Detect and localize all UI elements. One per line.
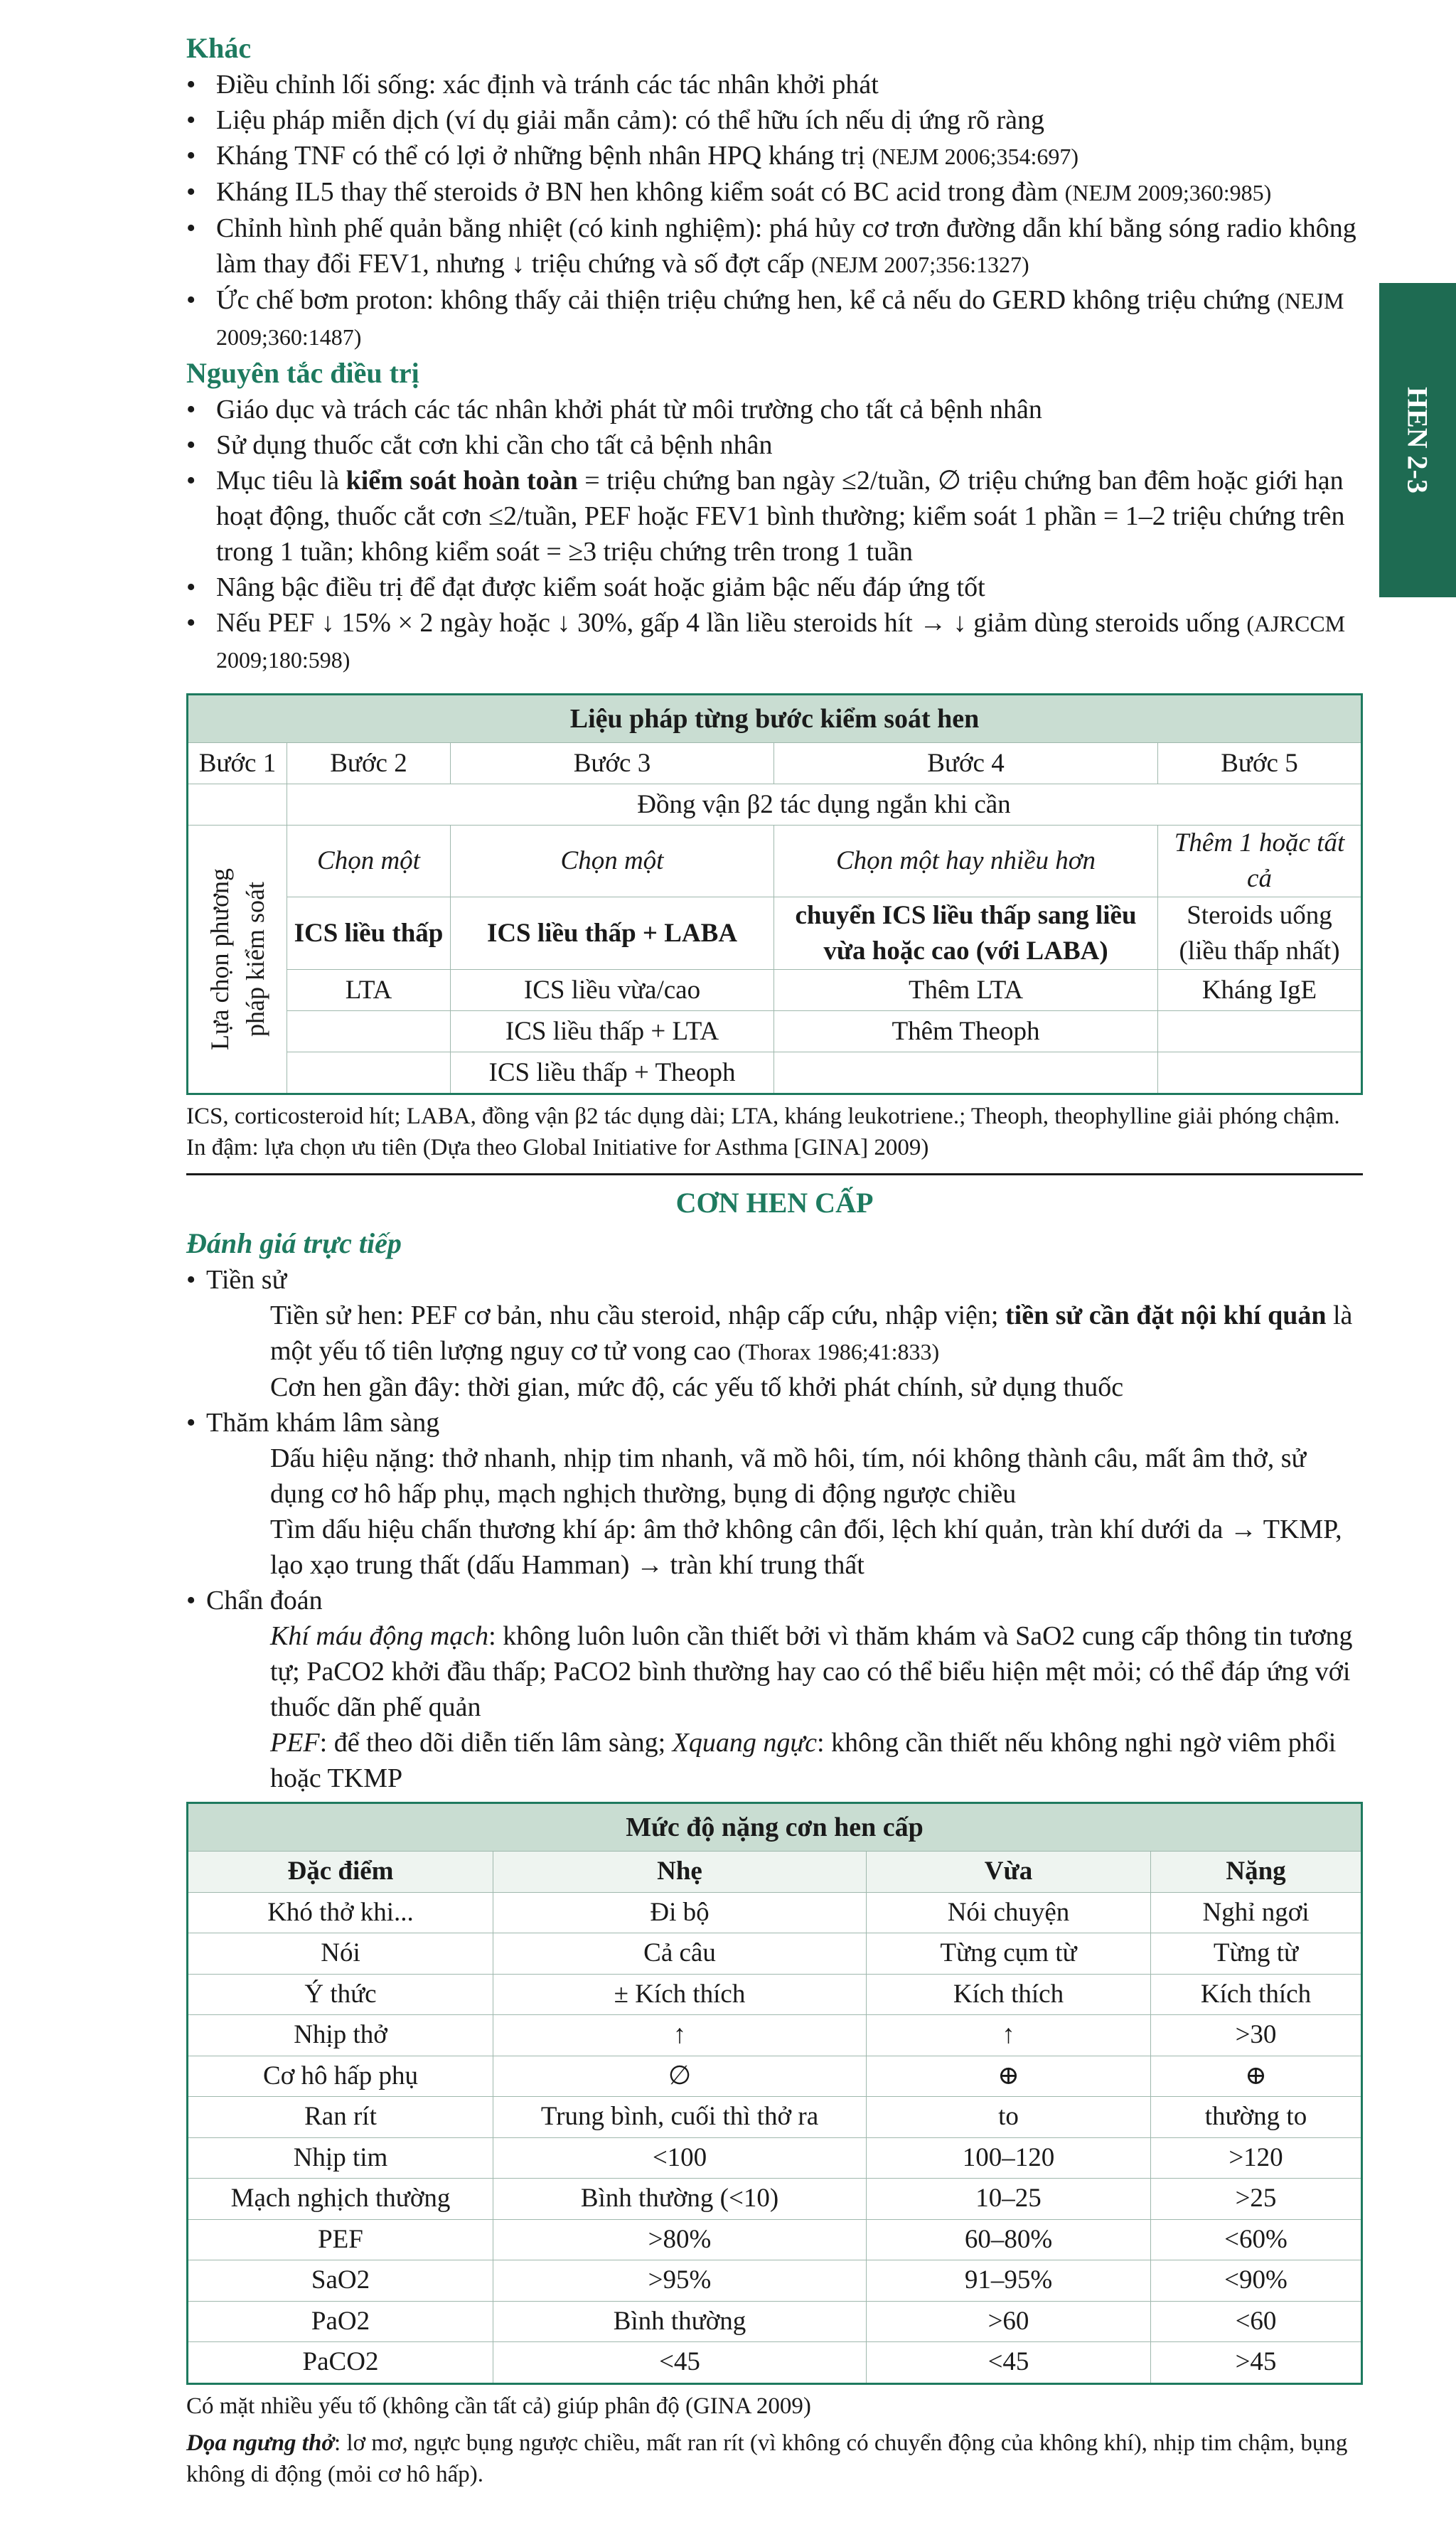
citation: (NEJM 2009;360:1487) xyxy=(216,288,1344,350)
table-cell: <60% xyxy=(1151,2219,1362,2260)
citation: (AJRCCM 2009;180:598) xyxy=(216,611,1346,673)
table-cell: Cả câu xyxy=(493,1933,867,1975)
table-row xyxy=(188,1892,1362,1933)
list-nguyen-tac xyxy=(186,392,1363,678)
list-item: • Mục tiêu là kiểm soát hoàn toàn = triệu chứng ban ngày ≤2/tuần, ∅ triệu chứng ban đêm hoặc giới hạn hoạt động, thuốc cắt cơn ≤2/tuần, PEF hoặc FEV1 bình thường; kiểm soát 1 phần = 1–2 triệu chứng trên trong 1 tuần; không kiểm soát = ≥3 triệu chứng trên trong 1 tuần xyxy=(186,463,1363,570)
table-cell: <100 xyxy=(493,2137,867,2179)
chapter-tab: HEN 2-3 xyxy=(1379,283,1456,597)
list-item: • Liệu pháp miễn dịch (ví dụ giải mẫn cảm): có thể hữu ích nếu dị ứng rõ ràng xyxy=(186,102,1363,138)
paragraph: Cơn hen gần đây: thời gian, mức độ, các yếu tố khởi phát chính, sử dụng thuốc xyxy=(270,1372,1124,1402)
table-row xyxy=(188,2056,1362,2097)
table-cell: Nghỉ ngơi xyxy=(1151,1892,1362,1933)
paragraph: Tìm dấu hiệu chấn thương khí áp: âm thở không cân đối, lệch khí quản, tràn khí dưới da → TKMP, lạo xạo trung thất (dấu Hamman) → tràn khí trung thất xyxy=(270,1515,1342,1580)
table-cell: SaO2 xyxy=(188,2260,493,2302)
list-item: • Giáo dục và trách các tác nhân khởi phát từ môi trường cho tất cả bệnh nhân xyxy=(186,392,1363,427)
divider xyxy=(186,1173,1363,1175)
table-row xyxy=(188,2301,1362,2342)
table-row xyxy=(188,1974,1362,2015)
table-cell: ∅ xyxy=(493,2056,867,2097)
table-row xyxy=(188,1933,1362,1975)
table-cell: Đi bộ xyxy=(493,1892,867,1933)
table-cell: <45 xyxy=(867,2342,1151,2384)
table-cell: Ý thức xyxy=(188,1974,493,2015)
table-body xyxy=(188,1892,1362,2383)
table-title: Liệu pháp từng bước kiểm soát hen xyxy=(188,695,1362,743)
controller-side-label: Lựa chọn phương pháp kiểm soát xyxy=(188,826,287,1094)
table-cell: Ran rít xyxy=(188,2097,493,2138)
table-cell: >95% xyxy=(493,2260,867,2302)
table-row xyxy=(188,2097,1362,2138)
table-cell: 10–25 xyxy=(867,2179,1151,2220)
table-cell: thường to xyxy=(1151,2097,1362,2138)
table-cell: Nhịp thở xyxy=(188,2015,493,2056)
table-cell: ↑ xyxy=(867,2015,1151,2056)
step-header: Bước 2 xyxy=(287,743,451,784)
table-cell: Trung bình, cuối thì thở ra xyxy=(493,2097,867,2138)
table-cell: PaCO2 xyxy=(188,2342,493,2384)
section-title-khac: Khác xyxy=(186,32,252,64)
table-cell: Kích thích xyxy=(867,1974,1151,2015)
table-cell: Nói chuyện xyxy=(867,1892,1151,1933)
step-header: Bước 1 xyxy=(188,743,287,784)
table-cell: ⊕ xyxy=(867,2056,1151,2097)
table-cell: ICS liều thấp xyxy=(287,897,451,970)
column-header: Đặc điểm xyxy=(188,1852,493,1893)
table-row xyxy=(188,2219,1362,2260)
page-content xyxy=(186,30,1363,2490)
paragraph: Dấu hiệu nặng: thở nhanh, nhịp tim nhanh, vã mồ hôi, tím, nói không thành câu, mất âm thở, sử dụng cơ hô hấp phụ, mạch nghịch thường, bụng di động ngược chiều xyxy=(270,1443,1307,1509)
table-note: Dọa ngưng thở: lơ mơ, ngực bụng ngược chiều, mất ran rít (vì không có chuyển động của không khí), nhịp tim chậm, bụng không di động (mỏi cơ hô hấp). xyxy=(186,2430,1348,2487)
section-title-nguyen-tac: Nguyên tắc điều trị xyxy=(186,357,419,389)
table-cell: >30 xyxy=(1151,2015,1362,2056)
column-header: Nhẹ xyxy=(493,1852,867,1893)
table-cell: Thêm LTA xyxy=(774,970,1158,1011)
table-cell: to xyxy=(867,2097,1151,2138)
citation: (NEJM 2006;354:697) xyxy=(872,144,1079,169)
table-cell: Thêm 1 hoặc tất cả xyxy=(1158,826,1362,897)
list-item: • Kháng TNF có thể có lợi ở những bệnh nhân HPQ kháng trị (NEJM 2006;354:697) xyxy=(186,138,1363,174)
table-cell: 91–95% xyxy=(867,2260,1151,2302)
paragraph: PEF: để theo dõi diễn tiến lâm sàng; Xquang ngực: không cần thiết nếu không nghi ngờ viêm phổi hoặc TKMP xyxy=(270,1728,1337,1793)
step-header: Bước 4 xyxy=(774,743,1158,784)
table-row xyxy=(188,2342,1362,2384)
table-cell: ⊕ xyxy=(1151,2056,1362,2097)
section-title-acute: CƠN HEN CẤP xyxy=(675,1187,874,1219)
table-caption: ICS, corticosteroid hít; LABA, đồng vận β2 tác dụng dài; LTA, kháng leukotriene.; Theoph, theophylline giải phóng chậm. In đậm: lựa chọn ưu tiên (Dựa theo Global Initiative for Asthma [GINA] 2009) xyxy=(186,1104,1340,1160)
step-header: Bước 5 xyxy=(1158,743,1362,784)
table-cell: Chọn một hay nhiều hơn xyxy=(774,826,1158,897)
bold-term: kiểm soát hoàn toàn xyxy=(346,466,578,496)
table-cell: PaO2 xyxy=(188,2301,493,2342)
table-cell: ICS liều thấp + LTA xyxy=(451,1011,774,1052)
list-item: • Tiền sử xyxy=(186,1262,1363,1298)
table-cell: <90% xyxy=(1151,2260,1362,2302)
table-cell: ↑ xyxy=(493,2015,867,2056)
table-cell: Chọn một xyxy=(451,826,774,897)
table-row xyxy=(188,2179,1362,2220)
table-cell: Kích thích xyxy=(1151,1974,1362,2015)
table-title: Mức độ nặng cơn hen cấp xyxy=(188,1803,1362,1852)
column-header: Vừa xyxy=(867,1852,1151,1893)
paragraph: Tiền sử hen: PEF cơ bản, nhu cầu steroid, nhập cấp cứu, nhập viện; tiền sử cần đặt nội khí quản là một yếu tố tiên lượng nguy cơ tử vong cao (Thorax 1986;41:833) xyxy=(270,1300,1353,1366)
table-cell: >120 xyxy=(1151,2137,1362,2179)
column-header: Nặng xyxy=(1151,1852,1362,1893)
table-cell: <60 xyxy=(1151,2301,1362,2342)
list-khac xyxy=(186,67,1363,355)
table-cell: Bình thường xyxy=(493,2301,867,2342)
citation: (NEJM 2009;360:985) xyxy=(1064,180,1272,205)
table-cell: ICS liều vừa/cao xyxy=(451,970,774,1011)
table-cell: Thêm Theoph xyxy=(774,1011,1158,1052)
table-cell: Kháng IgE xyxy=(1158,970,1362,1011)
table-row xyxy=(188,2137,1362,2179)
list-item: • Điều chỉnh lối sống: xác định và tránh các tác nhân khởi phát xyxy=(186,67,1363,102)
table-row xyxy=(188,2260,1362,2302)
table-cell: >25 xyxy=(1151,2179,1362,2220)
subsection-title: Đánh giá trực tiếp xyxy=(186,1227,402,1259)
table-cell: 100–120 xyxy=(867,2137,1151,2179)
reliever-row: Đồng vận β2 tác dụng ngắn khi cần xyxy=(287,784,1362,826)
acute-severity-table xyxy=(186,1802,1363,2385)
table-cell: Mạch nghịch thường xyxy=(188,2179,493,2220)
citation: (NEJM 2007;356:1327) xyxy=(810,252,1029,277)
table-cell: Cơ hô hấp phụ xyxy=(188,2056,493,2097)
list-item: • Chỉnh hình phế quản bằng nhiệt (có kinh nghiệm): phá hủy cơ trơn đường dẫn khí bằng sóng radio không làm thay đổi FEV1, nhưng ↓ triệu chứng và số đợt cấp (NEJM 2007;356:1327) xyxy=(186,210,1363,282)
table-cell: >60 xyxy=(867,2301,1151,2342)
table-cell: >80% xyxy=(493,2219,867,2260)
table-row xyxy=(188,2015,1362,2056)
table-cell: LTA xyxy=(287,970,451,1011)
table-cell: Nói xyxy=(188,1933,493,1975)
table-cell: Bình thường (<10) xyxy=(493,2179,867,2220)
table-cell: chuyển ICS liều thấp sang liều vừa hoặc cao (với LABA) xyxy=(774,897,1158,970)
table-cell: ± Kích thích xyxy=(493,1974,867,2015)
table-cell: >45 xyxy=(1151,2342,1362,2384)
step-header: Bước 3 xyxy=(451,743,774,784)
list-item: • Nâng bậc điều trị để đạt được kiểm soát hoặc giảm bậc nếu đáp ứng tốt xyxy=(186,570,1363,605)
list-item: • Chẩn đoán xyxy=(186,1583,1363,1618)
table-cell: Nhịp tim xyxy=(188,2137,493,2179)
table-cell: ICS liều thấp + Theoph xyxy=(451,1052,774,1094)
list-item: • Ức chế bơm proton: không thấy cải thiện triệu chứng hen, kể cả nếu do GERD không triệu chứng (NEJM 2009;360:1487) xyxy=(186,282,1363,355)
paragraph: Khí máu động mạch: không luôn luôn cần thiết bởi vì thăm khám và SaO2 cung cấp thông tin tương tự; PaCO2 khởi đầu thấp; PaCO2 bình thường hay cao có thể biểu hiện mệt mỏi; có thể đáp ứng với thuốc dãn phế quản xyxy=(270,1621,1353,1722)
table-cell: 60–80% xyxy=(867,2219,1151,2260)
table-cell: PEF xyxy=(188,2219,493,2260)
table-cell: Từng từ xyxy=(1151,1933,1362,1975)
list-item: • Thăm khám lâm sàng xyxy=(186,1405,1363,1441)
list-item: • Sử dụng thuốc cắt cơn khi cần cho tất cả bệnh nhân xyxy=(186,427,1363,463)
table-cell: Chọn một xyxy=(287,826,451,897)
table-cell: Từng cụm từ xyxy=(867,1933,1151,1975)
citation: (Thorax 1986;41:833) xyxy=(737,1339,940,1364)
list-item: • Nếu PEF ↓ 15% × 2 ngày hoặc ↓ 30%, gấp 4 lần liều steroids hít → ↓ giảm dùng steroids uống (AJRCCM 2009;180:598) xyxy=(186,605,1363,678)
list-item: • Kháng IL5 thay thế steroids ở BN hen không kiểm soát có BC acid trong đàm (NEJM 2009;360:985) xyxy=(186,174,1363,210)
table-cell: ICS liều thấp + LABA xyxy=(451,897,774,970)
table-cell: Steroids uống (liều thấp nhất) xyxy=(1158,897,1362,970)
stepwise-therapy-table xyxy=(186,693,1363,1095)
table-cell: Khó thở khi... xyxy=(188,1892,493,1933)
table-cell: <45 xyxy=(493,2342,867,2384)
table-caption: Có mặt nhiều yếu tố (không cần tất cả) giúp phân độ (GINA 2009) xyxy=(186,2393,811,2419)
